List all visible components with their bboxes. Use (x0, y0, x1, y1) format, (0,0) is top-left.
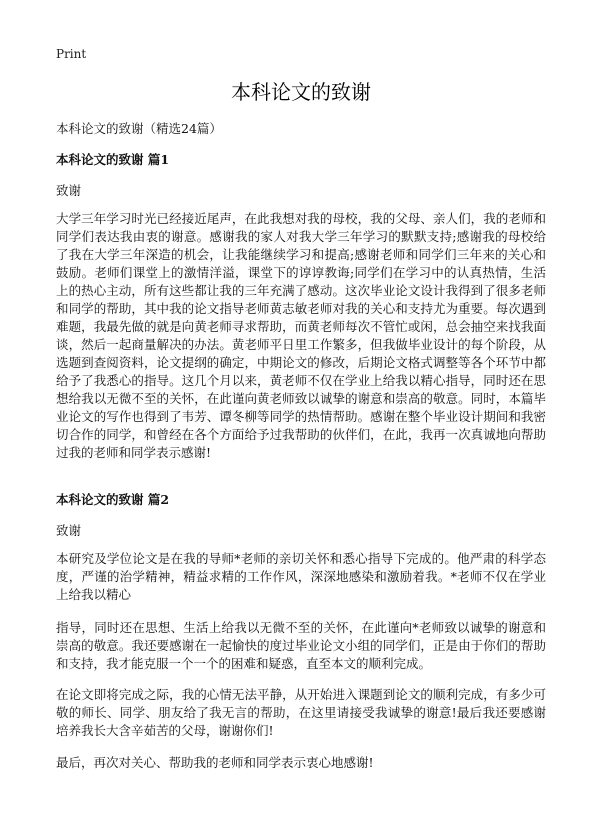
print-label: Print (56, 47, 87, 61)
section-2-paragraph-1: 本研究及学位论文是在我的导师*老师的亲切关怀和悉心指导下完成的。他严肃的科学态度，严谨的治学精神，精益求精的工作作风，深深地感染和激励着我。*老师不仅在学业上给我以精心 (56, 551, 546, 602)
section-2-paragraph-4: 最后，再次对关心、帮助我的老师和同学表示衷心地感谢! (56, 755, 374, 770)
section-heading-1: 本科论文的致谢 篇1 (56, 152, 170, 167)
section-heading-2: 本科论文的致谢 篇2 (56, 492, 170, 507)
section-2-paragraph-2: 指导，同时还在思想、生活上给我以无微不至的关怀，在此谨向*老师致以诚挚的谢意和崇高的敬意。我还要感谢在一起愉快的度过毕业论文小组的同学们，正是由于你们的帮助和支持，我才能克服一个一个的困难和疑惑，直至本文的顺利完成。 (56, 620, 546, 671)
section-greeting-2: 致谢 (56, 523, 82, 538)
section-2-paragraph-3: 在论文即将完成之际，我的心情无法平静，从开始进入课题到论文的顺利完成，有多少可敬的师长、同学、朋友给了我无言的帮助，在这里请接受我诚挚的谢意!最后我还要感谢培养我长大含辛茹苦的父母，谢谢你们! (56, 687, 546, 738)
document-subtitle: 本科论文的致谢（精选24篇） (56, 121, 222, 136)
document-title: 本科论文的致谢 (231, 80, 371, 104)
section-greeting-1: 致谢 (56, 183, 82, 198)
section-1-paragraph-1: 大学三年学习时光已经接近尾声，在此我想对我的母校，我的父母、亲人们，我的老师和同学们表达我由衷的谢意。感谢我的家人对我大学三年学习的默默支持;感谢我的母校给了我在大学三年深造的机会，让我能继续学习和提高;感谢老师和同学们三年来的关心和鼓励。老师们课堂上的激情洋溢，课堂下的谆谆教诲;同学们在学习中的认真热情，生活上的热心主动，所有这些都让我的三年充满了感动。这次毕业论文设计我得到了很多老师和同学的帮助，其中我的论文指导老师黄志敏老师对我的关心和支持尤为重要。每次遇到难题，我最先做的就是向黄老师寻求帮助，而黄老师每次不管忙或闲，总会抽空来找我面谈，然后一起商量解决的办法。黄老师平日里工作繁多，但我做毕业设计的每个阶段，从选题到查阅资料，论文提纲的确定，中期论文的修改，后期论文格式调整等各个环节中都给予了我悉心的指导。这几个月以来，黄老师不仅在学业上给我以精心指导，同时还在思想给我以无微不至的关怀，在此谨向黄老师致以诚挚的谢意和崇高的敬意。同时，本篇毕业论文的写作也得到了韦芳、谭冬柳等同学的热情帮助。感谢在整个毕业设计期间和我密切合作的同学，和曾经在各个方面给予过我帮助的伙伴们，在此，我再一次真诚地向帮助过我的老师和同学表示感谢! (56, 211, 546, 460)
